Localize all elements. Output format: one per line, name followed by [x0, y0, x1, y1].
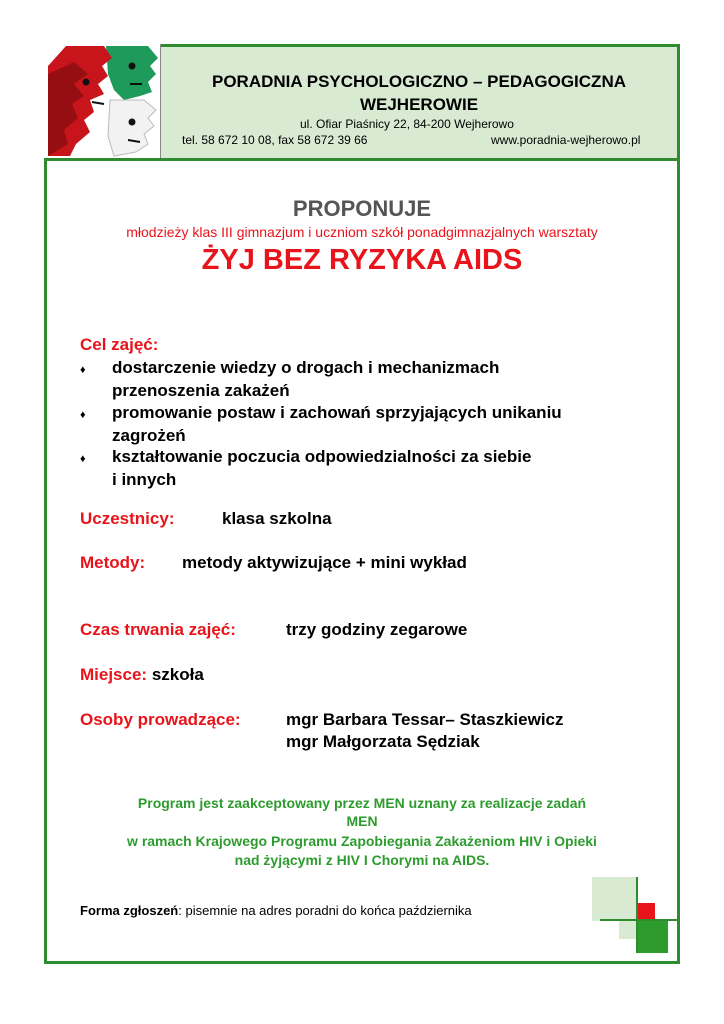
decor-square-light — [592, 877, 636, 921]
decor-square-green — [637, 921, 668, 953]
duration-label: Czas trwania zajęć: — [80, 620, 236, 639]
methods-value: metody aktywizujące + mini wykład — [182, 553, 467, 572]
decor-square-red — [637, 903, 655, 919]
header-divider — [44, 158, 680, 161]
decor-line-vertical — [636, 877, 638, 953]
address: ul. Ofiar Piaśnicy 22, 84-200 Wejherowo — [300, 117, 514, 131]
approval-line4: nad żyjącymi z HIV I Chorymi na AIDS. — [234, 852, 490, 868]
goal-item-3-line2: i innych — [112, 470, 177, 489]
decor-square-light-small — [619, 919, 637, 939]
registration-value: : pisemnie na adres poradni do końca października — [178, 903, 472, 918]
goals-label: Cel zajęć: — [80, 335, 159, 354]
participants-label: Uczestnicy: — [80, 509, 175, 528]
participants-value: klasa szkolna — [222, 509, 332, 528]
place-value: szkoła — [151, 665, 204, 684]
website-link[interactable]: www.poradnia-wejherowo.pl — [491, 133, 641, 147]
place-row — [80, 665, 204, 685]
institution-name-line2: WEJHEROWIE — [359, 95, 479, 114]
registration-row — [80, 903, 472, 918]
phone-fax: tel. 58 672 10 08, fax 58 672 39 66 — [182, 133, 368, 147]
logo — [44, 44, 161, 158]
proponuje-heading: PROPONUJE — [292, 196, 432, 221]
duration-value: trzy godziny zegarowe — [286, 620, 468, 639]
diamond-bullet-icon: ♦ — [80, 364, 86, 376]
approval-line1: Program jest zaakceptowany przez MEN uznany za realizacje zadań — [137, 795, 587, 811]
diamond-bullet-icon: ♦ — [80, 453, 86, 465]
approval-line2: MEN — [346, 813, 378, 829]
leaders-label: Osoby prowadzące: — [80, 710, 241, 729]
goal-item-2-line2: zagrożeń — [112, 426, 186, 445]
goal-item-2-line1: promowanie postaw i zachowań sprzyjających unikaniu — [112, 403, 562, 422]
institution-name-line1: PORADNIA PSYCHOLOGICZNO – PEDAGOGICZNA — [211, 72, 626, 91]
registration-label: Forma zgłoszeń — [80, 903, 179, 918]
diamond-bullet-icon: ♦ — [80, 409, 86, 421]
faces-logo-icon — [44, 44, 160, 158]
decor-line-horizontal — [600, 919, 680, 921]
approval-line3: w ramach Krajowego Programu Zapobiegania Zakażeniom HIV i Opieki — [127, 833, 597, 849]
goal-item-1-line2: przenoszenia zakażeń — [112, 381, 290, 400]
goal-item-3-line1: kształtowanie poczucia odpowiedzialności za siebie — [112, 447, 532, 466]
audience-text: młodzieży klas III gimnazjum i uczniom szkół ponadgimnazjalnych warsztaty — [126, 224, 598, 240]
methods-label: Metody: — [80, 553, 146, 572]
leader-name-2: mgr Małgorzata Sędziak — [286, 732, 480, 751]
goal-item-1-line1: dostarczenie wiedzy o drogach i mechanizmach — [112, 358, 500, 377]
leader-name-1: mgr Barbara Tessar– Staszkiewicz — [286, 710, 564, 729]
workshop-title: ŻYJ BEZ RYZYKA AIDS — [201, 244, 523, 276]
place-label: Miejsce: — [80, 665, 148, 684]
